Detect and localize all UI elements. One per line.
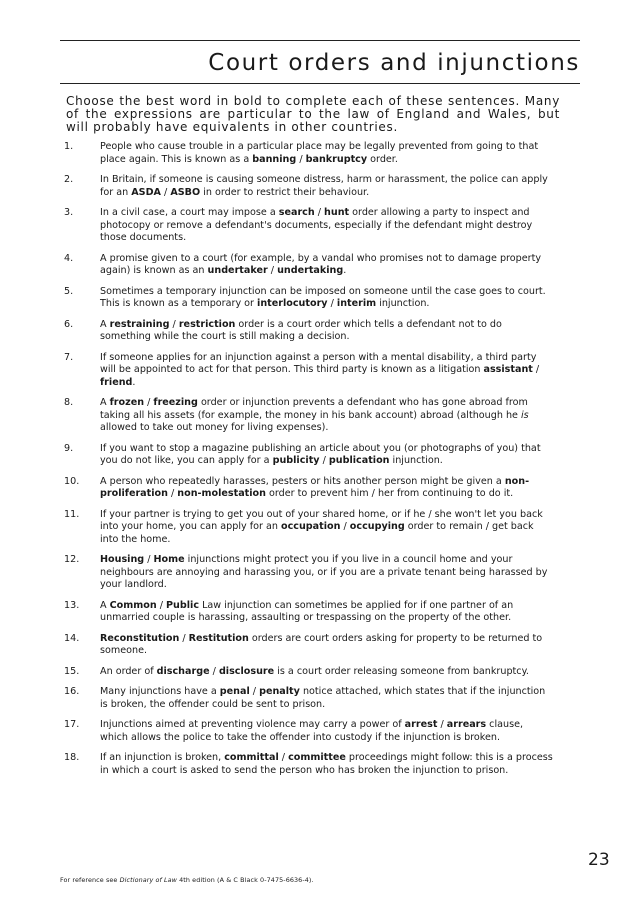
text-segment: Sometimes a temporary injunction can be imposed on someone until the case goes to court. This is known as a temporary or [100, 285, 546, 310]
word-choice: non-molestation [177, 488, 266, 500]
text-segment: / [319, 455, 329, 467]
word-choice: penalty [259, 686, 300, 698]
text-segment: People who cause trouble in a particular place may be legally prevented from going to that place again. This is known as a [100, 141, 539, 165]
item-text [100, 554, 554, 592]
item-number: 15. [64, 665, 80, 677]
word-choice: discharge [156, 665, 210, 677]
text-segment: If someone applies for an injunction against a person with a mental disability, a third party will be appointed to act for that person. This third party is known as a litigation [100, 351, 537, 376]
word-choice: bankruptcy [305, 153, 368, 165]
item-text [100, 397, 554, 435]
text-segment: A [100, 397, 110, 409]
text-segment: . [132, 376, 136, 388]
item-number: 13. [64, 599, 80, 611]
item-text [100, 686, 554, 711]
text-segment: / [278, 752, 289, 764]
word-choice: frozen [109, 397, 145, 409]
item-text [100, 319, 554, 344]
text-segment: In a civil case, a court may impose a [100, 206, 279, 218]
exercise-item [64, 141, 554, 166]
exercise-item [64, 207, 554, 245]
instructions: Choose the best word in bold to complete each of these sentences. Many of the expressions are particular to the law of England and Wales, but will probably have equivalents in other countries. [66, 94, 560, 134]
exercise-item [64, 686, 554, 711]
text-segment: If you want to stop a magazine publishing an article about you (or photographs of you) that you do not like, you can apply for a [100, 442, 541, 467]
exercise-list [64, 141, 554, 785]
word-choice: occupation [281, 521, 341, 533]
item-number: 18. [64, 752, 80, 764]
item-text [100, 666, 554, 679]
text-segment: Injunctions aimed at preventing violence may carry a power of [100, 719, 405, 731]
text-segment: A promise given to a court (for example, by a vandal who promises not to damage property again) is known as an [100, 252, 542, 277]
word-choice: restraining [109, 318, 170, 330]
item-number: 4. [64, 252, 74, 264]
text-segment: in order to restrict their behaviour. [200, 186, 370, 198]
text-segment: / [267, 265, 278, 277]
word-choice: undertaking [277, 265, 344, 277]
item-text [100, 286, 554, 311]
text-segment: Law injunction can sometimes be applied for if one partner of an unmarried couple is harassing, assaulting or trespassing on the property of the other. [100, 599, 514, 624]
text-segment: / [144, 397, 154, 409]
word-choice: ASDA [131, 186, 161, 198]
exercise-item [64, 319, 554, 344]
word-choice: ASBO [170, 186, 201, 198]
word-choice: occupying [349, 521, 405, 533]
item-text [100, 207, 554, 245]
item-number: 8. [64, 397, 74, 409]
footer-reference [60, 876, 314, 884]
page-title: Court orders and injunctions [208, 50, 580, 76]
word-choice: interlocutory [257, 298, 328, 310]
item-text [100, 352, 554, 390]
item-text [100, 174, 554, 199]
exercise-item [64, 397, 554, 435]
text-segment: / [437, 719, 447, 731]
word-choice: publicity [272, 455, 320, 467]
word-choice: Public [166, 599, 200, 611]
exercise-item [64, 752, 554, 777]
footer-prefix: For reference see [60, 876, 120, 884]
text-segment: If your partner is trying to get you out of your shared home, or if he / she won't let you back into your home, you can apply for an [100, 508, 543, 533]
text-segment: injunction. [376, 298, 430, 310]
text-segment: / [249, 686, 260, 698]
title-bottom-rule [60, 83, 580, 84]
item-text [100, 476, 554, 501]
emphasis-text: is [521, 409, 529, 421]
exercise-item [64, 633, 554, 658]
item-number: 6. [64, 318, 74, 330]
word-choice: hunt [324, 206, 350, 218]
word-choice: interim [336, 298, 377, 310]
text-segment: A [100, 318, 110, 330]
word-choice: committal [224, 752, 279, 764]
word-choice: search [278, 206, 315, 218]
item-number: 9. [64, 442, 74, 454]
item-number: 11. [64, 508, 80, 520]
word-choice: penal [219, 686, 250, 698]
word-choice: friend [100, 376, 133, 388]
text-segment: order allowing a party to inspect and photocopy or remove a defendant's documents, especially if the defendant might destroy those documents. [100, 206, 533, 244]
item-number: 3. [64, 206, 74, 218]
text-segment: / [144, 554, 154, 566]
item-number: 16. [64, 686, 80, 698]
item-text [100, 752, 554, 777]
word-choice: freezing [153, 397, 198, 409]
text-segment: / [296, 153, 306, 165]
item-number: 10. [64, 475, 80, 487]
text-segment: order. [367, 153, 398, 165]
text-segment: orders are court orders asking for property to be returned to someone. [100, 632, 543, 657]
item-number: 1. [64, 141, 74, 152]
exercise-item [64, 174, 554, 199]
text-segment: If an injunction is broken, [100, 752, 225, 764]
word-choice: Common [109, 599, 157, 611]
word-choice: non-proliferation [100, 475, 530, 500]
item-text [100, 253, 554, 278]
exercise-item [64, 719, 554, 744]
text-segment: / [156, 599, 167, 611]
text-segment: An order of [100, 665, 157, 677]
exercise-item [64, 352, 554, 390]
text-segment: / [160, 186, 171, 198]
exercise-item [64, 443, 554, 468]
word-choice: assistant [483, 364, 533, 376]
text-segment: A person who repeatedly harasses, pesters or hits another person might be given a [100, 475, 505, 487]
text-segment: injunctions might protect you if you live in a council home and your neighbours are annoying and harassing you, or if you are a private tenant being harassed by your landlord. [100, 554, 548, 591]
item-text [100, 600, 554, 625]
text-segment: order or injunction prevents a defendant who has gone abroad from taking all his assets (for example, the money in his bank account) abroad (although he [100, 397, 528, 421]
text-segment: . [343, 265, 347, 277]
text-segment: / [532, 364, 540, 376]
item-number: 17. [64, 719, 80, 731]
text-segment: order is a court order which tells a defendant not to do something while the court is still making a decision. [100, 318, 502, 343]
item-number: 2. [64, 173, 74, 185]
text-segment: / [167, 488, 178, 500]
item-number: 14. [64, 632, 80, 644]
exercise-item [64, 476, 554, 501]
word-choice: arrest [404, 719, 438, 731]
word-choice: restriction [178, 318, 236, 330]
text-segment: In Britain, if someone is causing someone distress, harm or harassment, the police can apply for an [100, 173, 548, 198]
item-text [100, 633, 554, 658]
word-choice: Reconstitution [100, 632, 180, 644]
footer-book-title: Dictionary of Law [119, 876, 177, 884]
item-text [100, 509, 554, 547]
exercise-item [64, 600, 554, 625]
item-text [100, 141, 554, 166]
word-choice: banning [252, 153, 297, 165]
text-segment: allowed to take out money for living expenses). [100, 422, 329, 434]
exercise-item [64, 554, 554, 592]
text-segment: clause, which allows the police to take the offender into custody if the injunction is broken. [100, 719, 524, 743]
text-segment: is a court order releasing someone from bankruptcy. [274, 665, 529, 677]
text-segment: order to prevent him / her from continuing to do it. [265, 488, 514, 500]
exercise-item [64, 666, 554, 679]
title-top-rule [60, 40, 580, 41]
text-segment: order to remain / get back into the home. [100, 521, 534, 545]
word-choice: arrears [446, 719, 487, 731]
text-segment: proceedings might follow: this is a process in which a court is asked to send the person who has broken the injunction to prison. [100, 752, 553, 776]
word-choice: disclosure [218, 665, 275, 677]
text-segment: A [100, 599, 110, 611]
word-choice: publication [328, 455, 390, 467]
word-choice: undertaker [207, 265, 268, 277]
exercise-item [64, 286, 554, 311]
item-number: 7. [64, 351, 74, 363]
item-number: 5. [64, 285, 74, 297]
page-number: 23 [588, 850, 610, 870]
word-choice: Restitution [188, 632, 249, 644]
text-segment: / [209, 665, 219, 677]
word-choice: Home [153, 554, 185, 566]
word-choice: Housing [100, 554, 145, 566]
item-text [100, 443, 554, 468]
text-segment: injunction. [389, 455, 443, 467]
text-segment: / [169, 318, 179, 330]
footer-suffix: 4th edition (A & C Black 0-7475-6636-4). [177, 876, 314, 884]
text-segment: Many injunctions have a [100, 686, 220, 698]
text-segment: notice attached, which states that if the injunction is broken, the offender could be sent to prison. [100, 686, 546, 710]
text-segment: / [314, 206, 325, 218]
item-text [100, 719, 554, 744]
word-choice: committee [288, 752, 346, 764]
text-segment: / [179, 632, 189, 644]
text-segment: / [340, 521, 350, 533]
text-segment: / [327, 298, 337, 310]
item-number: 12. [64, 554, 80, 566]
exercise-item [64, 509, 554, 547]
exercise-item [64, 253, 554, 278]
